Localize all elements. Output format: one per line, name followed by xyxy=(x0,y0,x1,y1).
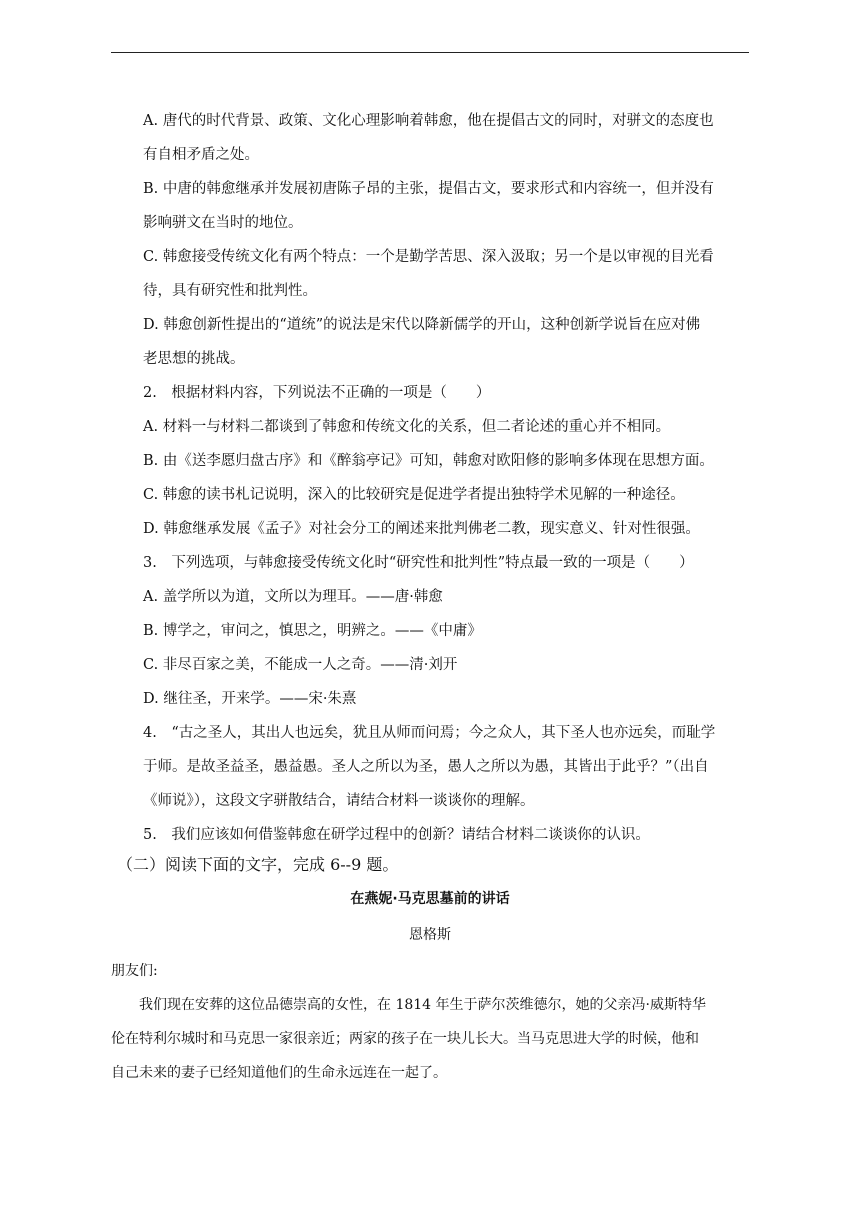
q5-stem: 5. 我们应该如何借鉴韩愈在研学过程中的创新？请结合材料二谈谈你的认识。 xyxy=(143,827,650,843)
q3-option-a: A. 盖学所以为道，文所以为理耳。——唐·韩愈 xyxy=(143,589,443,605)
q1-option-d-line2: 老思想的挑战。 xyxy=(143,351,245,367)
q1-option-a-line1: A. 唐代的时代背景、政策、文化心理影响着韩愈，他在提倡古文的同时，对骈文的态度也 xyxy=(143,113,714,129)
q3-option-b: B. 博学之，审问之，慎思之，明辨之。——《中庸》 xyxy=(143,623,482,639)
article-para-line3: 自己未来的妻子已经知道他们的生命永远连在一起了。 xyxy=(111,1065,447,1081)
article-title: 在燕妮·马克思墓前的讲话 xyxy=(350,891,510,907)
article-author: 恩格斯 xyxy=(409,927,451,943)
q1-option-a-line2: 有自相矛盾之处。 xyxy=(143,147,259,163)
q4-line1: 4. “古之圣人，其出人也远矣，犹且从师而问焉；今之众人，其下圣人也亦远矣，而耻学 xyxy=(143,725,716,741)
q2-option-a: A. 材料一与材料二都谈到了韩愈和传统文化的关系，但二者论述的重心并不相同。 xyxy=(143,419,671,435)
section-heading: （二）阅读下面的文字，完成 6--9 题。 xyxy=(117,855,399,874)
q1-option-b-line2: 影响骈文在当时的地位。 xyxy=(143,215,303,231)
q1-option-b-line1: B. 中唐的韩愈继承并发展初唐陈子昂的主张，提倡古文，要求形式和内容统一，但并没有 xyxy=(143,181,714,197)
q1-option-d-line1: D. 韩愈创新性提出的“道统”的说法是宋代以降新儒学的开山，这种创新学说旨在应对佛 xyxy=(143,317,701,333)
q3-option-c: C. 非尽百家之美，不能成一人之奇。——清·刘开 xyxy=(143,657,458,673)
q2-stem: 2. 根据材料内容，下列说法不正确的一项是（ ） xyxy=(143,385,491,401)
q1-option-c-line2: 待，具有研究性和批判性。 xyxy=(143,283,317,299)
q3-option-d: D. 继往圣，开来学。——宋·朱熹 xyxy=(143,691,357,707)
article-para-line2: 伦在特利尔城时和马克思一家很亲近；两家的孩子在一块儿长大。当马克思进大学的时候，他和 xyxy=(111,1031,699,1047)
q4-line2: 于师。是故圣益圣，愚益愚。圣人之所以为圣，愚人之所以为愚，其皆出于此乎？”（出自 xyxy=(143,759,709,775)
q2-option-d: D. 韩愈继承发展《孟子》对社会分工的阐述来批判佛老二教，现实意义、针对性很强。 xyxy=(143,521,700,537)
q3-stem: 3. 下列选项，与韩愈接受传统文化时“研究性和批判性”特点最一致的一项是（ ） xyxy=(143,555,694,571)
q1-option-c-line1: C. 韩愈接受传统文化有两个特点：一个是勤学苦思、深入汲取；另一个是以审视的目光看 xyxy=(143,249,714,265)
q4-line3: 《师说》），这段文字骈散结合，请结合材料一谈谈你的理解。 xyxy=(143,793,535,809)
article-para-line1: 我们现在安葬的这位品德崇高的女性，在 1814 年生于萨尔茨维德尔，她的父亲冯·威斯特华 xyxy=(111,997,706,1013)
q2-option-c: C. 韩愈的读书札记说明，深入的比较研究是促进学者提出独特学术见解的一种途径。 xyxy=(143,487,685,503)
header-rule xyxy=(111,52,749,53)
q2-option-b: B. 由《送李愿归盘古序》和《醉翁亭记》可知，韩愈对欧阳修的影响多体现在思想方面。 xyxy=(143,453,714,469)
article-salutation: 朋友们: xyxy=(111,963,158,979)
